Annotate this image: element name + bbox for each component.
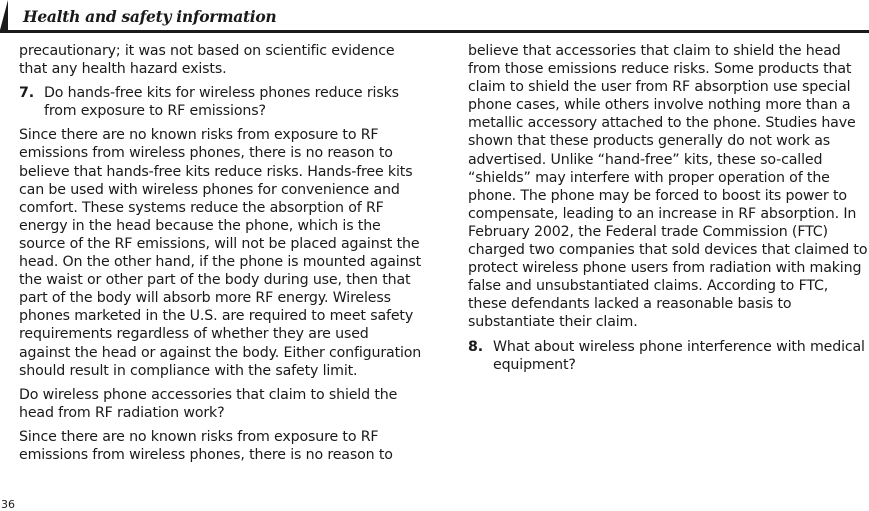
paragraph: Do wireless phone accessories that claim to shield the head from RF radiation work?: [19, 386, 398, 421]
paragraph: precautionary; it was not based on scientific evidence that any health hazard exists.: [19, 43, 395, 78]
paragraph: Since there are no known risks from exposure to RF emissions from wireless phones, there is no reason to believe that hands-free kits reduce risks. Hands-free kits can be used with wireless phones for convenience and comfort. These systems reduce the absorption of RF energy in the head because the phone, which is the source of the RF emissions, will not be placed against the head. On the other hand, if the phone is mounted against the waist or other part of the body during use, then that part of the body will absorb more RF energy. Wireless phones marketed in the U.S. are required to meet safety requirements regardless of whether they are used against the head or against the body. Either configuration should result in compliance with the safety limit.: [19, 127, 422, 379]
page-header: [0, 0, 869, 34]
question-text: Do hands-free kits for wireless phones reduce risks from exposure to RF emissions?: [44, 85, 399, 120]
question-number: 7.: [19, 85, 34, 102]
page-number: 36: [1, 498, 15, 511]
header-tab-mark: [0, 0, 8, 30]
paragraph: Since there are no known risks from exposure to RF emissions from wireless phones, there is no reason to: [19, 428, 393, 463]
section-title: Health and safety information: [23, 7, 277, 26]
header-rule: [0, 30, 869, 33]
question-text: What about wireless phone interference with medical equipment?: [493, 338, 865, 373]
question-7: [19, 84, 423, 120]
question-8: [468, 338, 869, 374]
question-number: 8.: [468, 338, 483, 355]
right-column: [468, 42, 869, 380]
left-column: [19, 42, 423, 470]
paragraph: believe that accessories that claim to shield the head from those emissions reduce risks. Some products that claim to shield the user from RF absorption use special phone cases, while others involve nothing more than a metallic accessory attached to the phone. Studies have shown that these products generally do not work as advertised. Unlike “hand-free” kits, these so-called “shields” may interfere with proper operation of the phone. The phone may be forced to boost its power to compensate, leading to an increase in RF absorption. In February 2002, the Federal trade Commission (FTC) charged two companies that sold devices that claimed to protect wireless phone users from radiation with making false and unsubstantiated claims. According to FTC, these defendants lacked a reasonable basis to substantiate their claim.: [468, 43, 868, 331]
